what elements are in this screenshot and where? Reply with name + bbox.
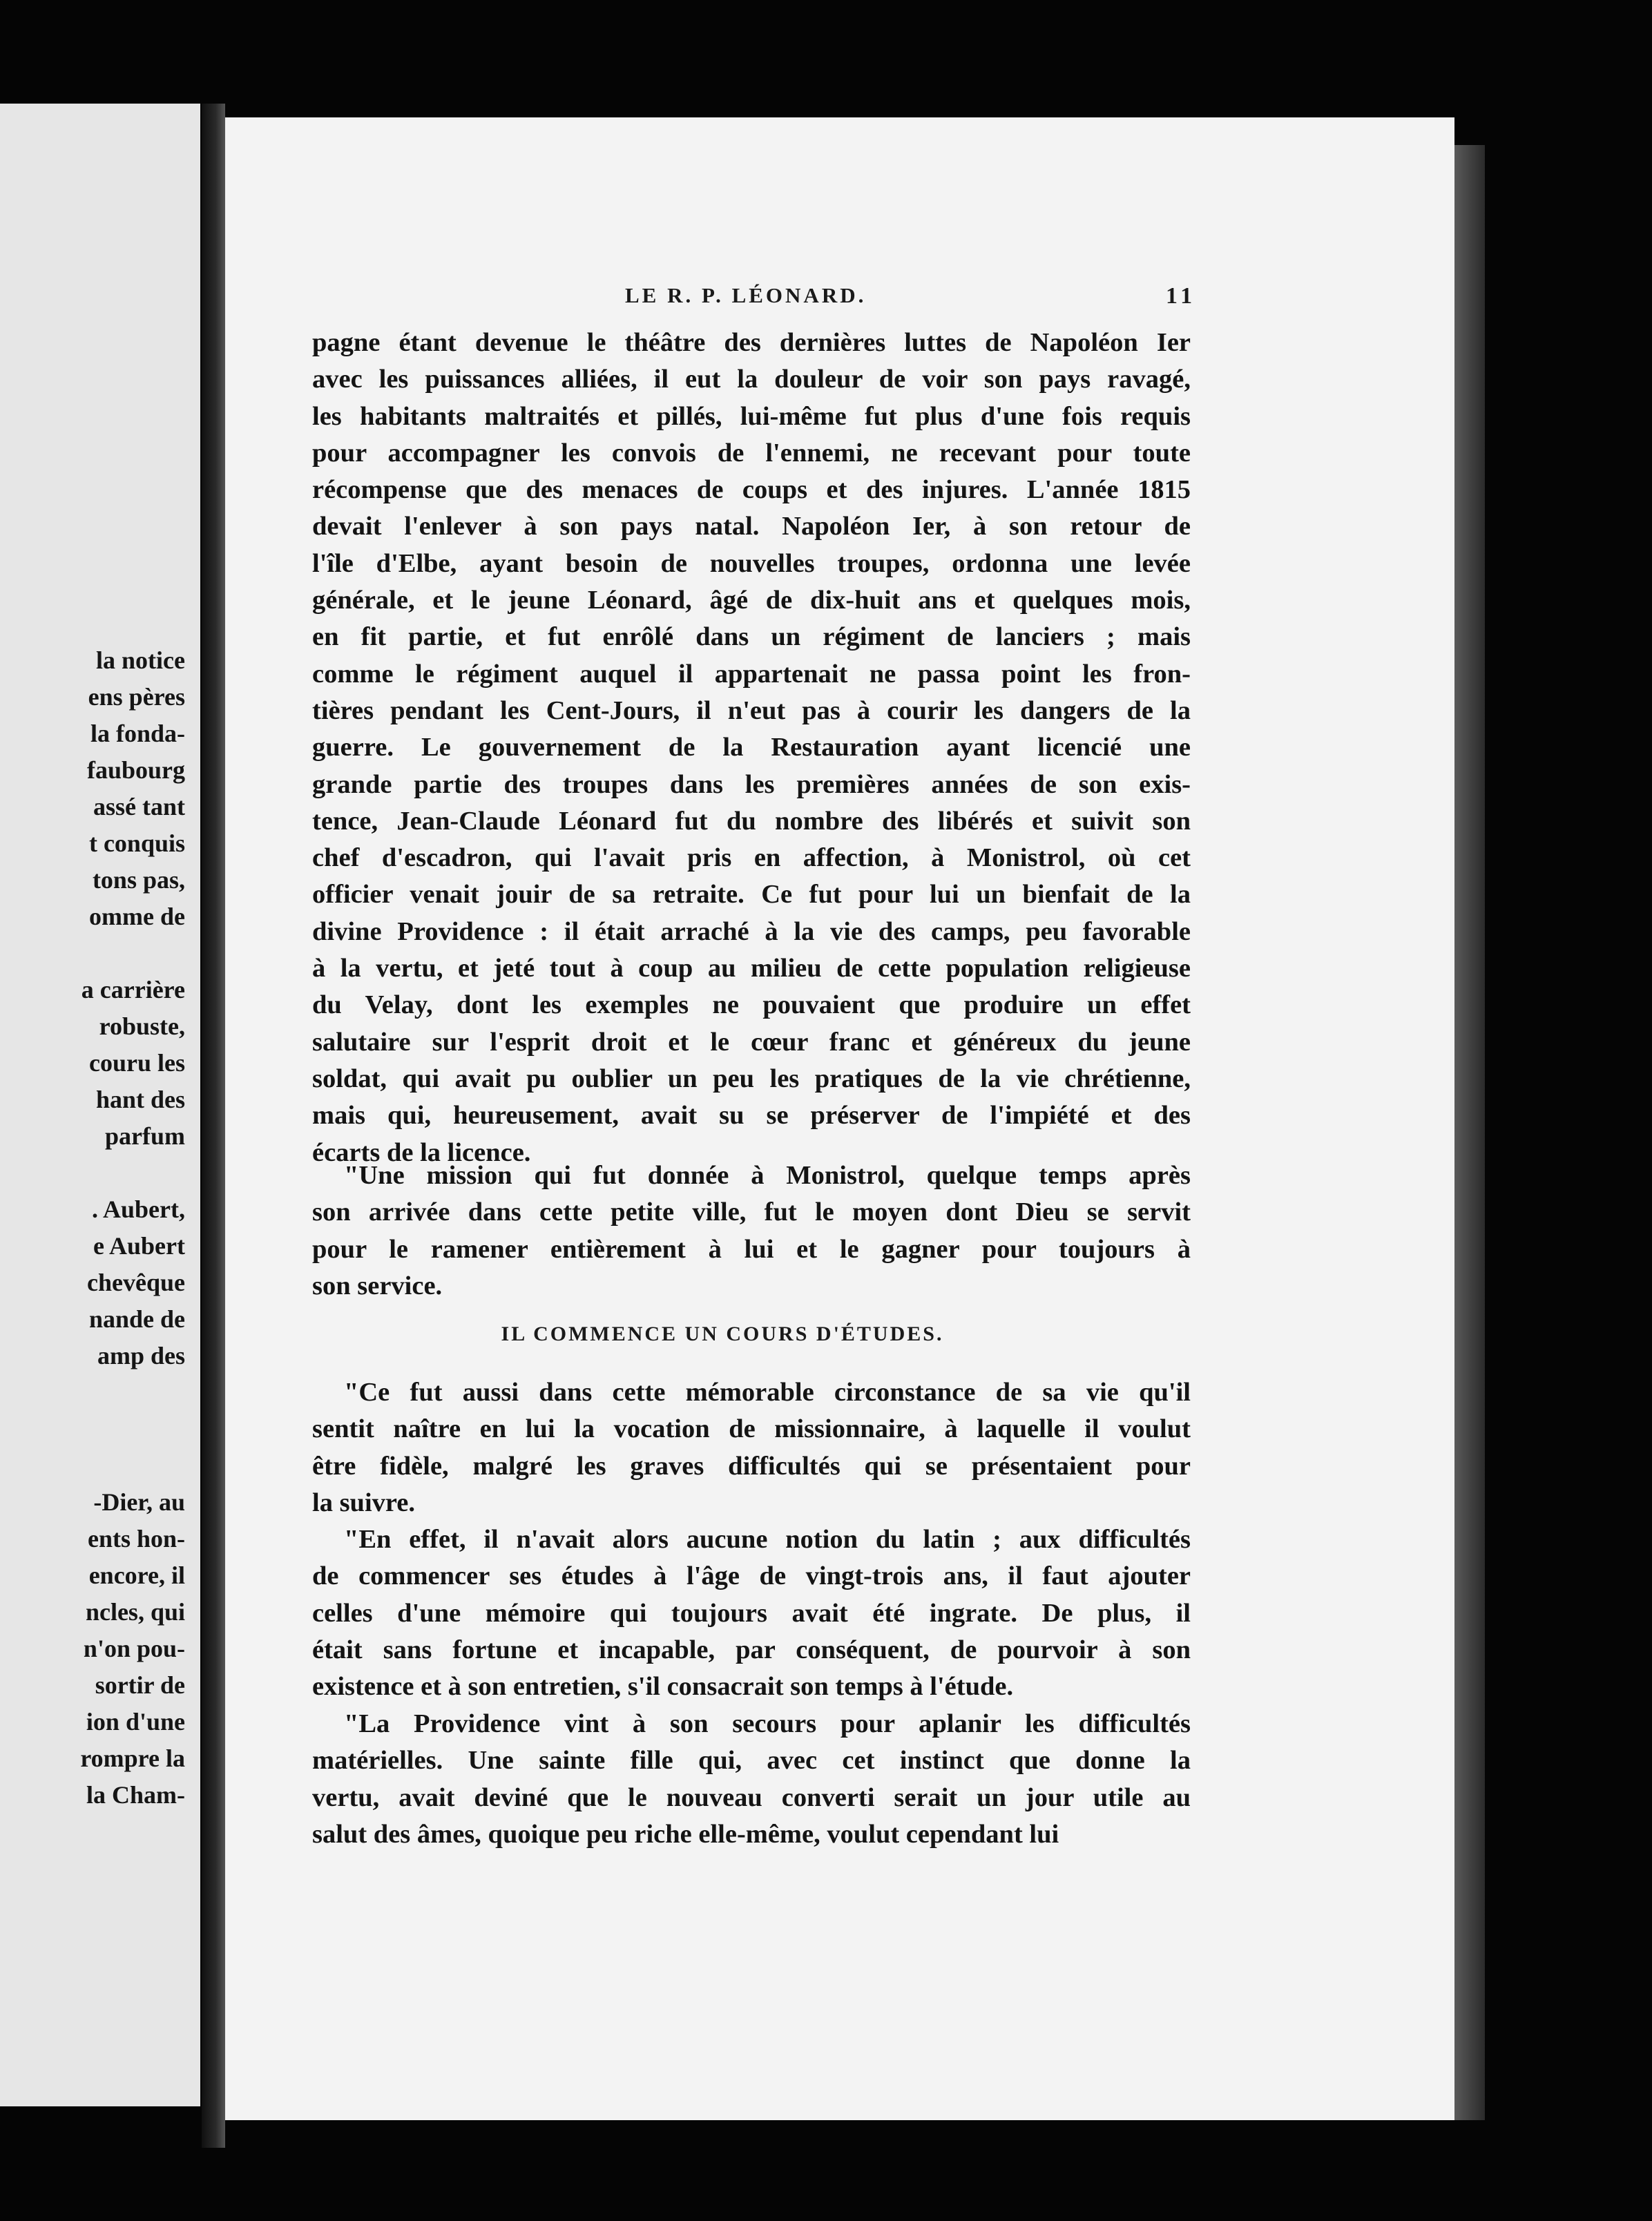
- text-line: du Velay, dont les exemples ne pouvaient que produire un effet: [312, 990, 1191, 1020]
- running-header: LE R. P. LÉONARD.: [625, 283, 867, 307]
- left-page-text-fragment: nande de: [88, 1305, 185, 1333]
- text-line: "En effet, il n'avait alors aucune notion du latin ; aux difficultés: [344, 1525, 1191, 1554]
- text-line: existence et à son entretien, s'il consacrait son temps à l'étude.: [312, 1672, 1014, 1702]
- left-page-text-fragment: couru les: [89, 1049, 185, 1077]
- text-line: matérielles. Une sainte fille qui, avec cet instinct que donne la: [312, 1746, 1191, 1776]
- page-edge-shadow: [1454, 145, 1485, 2120]
- left-page-text-fragment: encore, il: [88, 1561, 185, 1589]
- text-line: son arrivée dans cette petite ville, fut le moyen dont Dieu se servit: [312, 1198, 1191, 1227]
- text-line: à la vertu, et jeté tout à coup au milieu de cette population religieuse: [312, 954, 1191, 983]
- text-line: salutaire sur l'esprit droit et le cœur franc et généreux du jeune: [312, 1027, 1191, 1057]
- text-line: tières pendant les Cent-Jours, il n'eut pas à courir les dangers de la: [312, 695, 1191, 725]
- text-line: officier venait jouir de sa retraite. Ce fut pour lui un bienfait de la: [312, 880, 1191, 910]
- left-page-text-fragment: -Dier, au: [93, 1488, 185, 1516]
- text-line: être fidèle, malgré les graves difficultés qui se présentaient pour: [312, 1451, 1191, 1481]
- paragraph-5: [312, 1706, 1191, 1853]
- left-page-text-fragment: tons pas,: [92, 866, 185, 894]
- text-line: pour accompagner les convois de l'ennemi, ne recevant pour toute: [312, 438, 1191, 468]
- left-page-text-fragment: faubourg: [86, 756, 185, 784]
- text-line: générale, et le jeune Léonard, âgé de dix-huit ans et quelques mois,: [312, 586, 1191, 615]
- paragraph-2: [312, 1157, 1191, 1305]
- text-line: récompense que des menaces de coups et des injures. L'année 1815: [312, 475, 1191, 505]
- left-page-text-fragment: amp des: [97, 1342, 185, 1369]
- left-page-text-fragment: robuste,: [99, 1012, 185, 1040]
- left-page-text-fragment: assé tant: [93, 793, 185, 820]
- left-page-text-fragment: chevêque: [87, 1269, 185, 1296]
- text-line: devait l'enlever à son pays natal. Napoléon Ier, à son retour de: [312, 512, 1191, 541]
- text-line: de commencer ses études à l'âge de vingt-trois ans, il faut ajouter: [312, 1561, 1191, 1591]
- text-line: écarts de la licence.: [312, 1137, 531, 1167]
- text-line: l'île d'Elbe, ayant besoin de nouvelles troupes, ordonna une levée: [312, 548, 1191, 578]
- paragraph-1: [312, 325, 1191, 1171]
- text-line: pagne étant devenue le théâtre des dernières luttes de Napoléon Ier: [312, 328, 1191, 357]
- text-line: comme le régiment auquel il appartenait ne passa point les fron-: [312, 659, 1191, 689]
- left-page-text-fragment: ents hon-: [87, 1525, 185, 1552]
- paragraph-3: [312, 1374, 1191, 1521]
- text-line: guerre. Le gouvernement de la Restauration ayant licencié une: [312, 733, 1191, 762]
- left-page-text-fragment: t conquis: [88, 829, 185, 857]
- left-page-text-fragment: la fonda-: [90, 720, 185, 747]
- text-line: "Une mission qui fut donnée à Monistrol, quelque temps après: [344, 1161, 1191, 1190]
- text-line: vertu, avait deviné que le nouveau converti serait un jour utile au: [312, 1782, 1191, 1812]
- left-page-text-fragment: ion d'une: [86, 1708, 185, 1736]
- paragraph-4: [312, 1521, 1191, 1705]
- left-page-text-fragment: a carrière: [81, 976, 185, 1003]
- text-line: la suivre.: [312, 1488, 416, 1517]
- left-page-fragment: [0, 104, 200, 2106]
- left-page-text-fragment: ncles, qui: [85, 1598, 185, 1626]
- left-page-text-fragment: e Aubert: [93, 1232, 185, 1260]
- text-line: soldat, qui avait pu oublier un peu les pratiques de la vie chrétienne,: [312, 1064, 1191, 1093]
- text-line: celles d'une mémoire qui toujours avait été ingrate. De plus, il: [312, 1598, 1191, 1628]
- text-line: pour le ramener entièrement à lui et le gagner pour toujours à: [312, 1234, 1191, 1264]
- text-line: salut des âmes, quoique peu riche elle-même, voulut cependant lui: [312, 1819, 1059, 1849]
- left-page-text-fragment: rompre la: [80, 1744, 185, 1772]
- text-line: chef d'escadron, qui l'avait pris en affection, à Monistrol, où cet: [312, 843, 1191, 873]
- text-line: "Ce fut aussi dans cette mémorable circonstance de sa vie qu'il: [344, 1378, 1191, 1407]
- section-heading: IL COMMENCE UN COURS D'ÉTUDES.: [501, 1323, 944, 1345]
- text-line: mais qui, heureusement, avait su se préserver de l'impiété et des: [312, 1101, 1191, 1131]
- left-page-text-fragment: parfum: [105, 1122, 185, 1150]
- text-line: son service.: [312, 1271, 443, 1300]
- left-page-text-fragment: la Cham-: [86, 1781, 185, 1809]
- left-page-text-fragment: la notice: [96, 646, 185, 674]
- left-page-text-fragment: omme de: [89, 903, 185, 930]
- left-page-text-fragment: hant des: [95, 1086, 185, 1113]
- text-line: grande partie des troupes dans les premières années de son exis-: [312, 769, 1191, 799]
- text-line: était sans fortune et incapable, par conséquent, de pourvoir à son: [312, 1635, 1191, 1664]
- text-line: en fit partie, et fut enrôlé dans un régiment de lanciers ; mais: [312, 622, 1191, 652]
- text-line: "La Providence vint à son secours pour aplanir les difficultés: [344, 1709, 1191, 1738]
- book-gutter: [202, 104, 225, 2148]
- left-page-text-fragment: . Aubert,: [92, 1195, 185, 1223]
- text-line: divine Providence : il était arraché à la vie des camps, peu favorable: [312, 916, 1191, 946]
- text-line: avec les puissances alliées, il eut la douleur de voir son pays ravagé,: [312, 365, 1191, 394]
- left-page-text-fragment: ens pères: [88, 683, 185, 711]
- left-page-text-fragment: sortir de: [95, 1671, 185, 1699]
- text-line: les habitants maltraités et pillés, lui-même fut plus d'une fois requis: [312, 401, 1191, 431]
- left-page-text-fragment: n'on pou-: [83, 1635, 185, 1662]
- text-line: tence, Jean-Claude Léonard fut du nombre des libérés et suivit son: [312, 806, 1191, 836]
- page-number: 11: [1166, 283, 1197, 309]
- text-line: sentit naître en lui la vocation de missionnaire, à laquelle il voulut: [312, 1414, 1191, 1444]
